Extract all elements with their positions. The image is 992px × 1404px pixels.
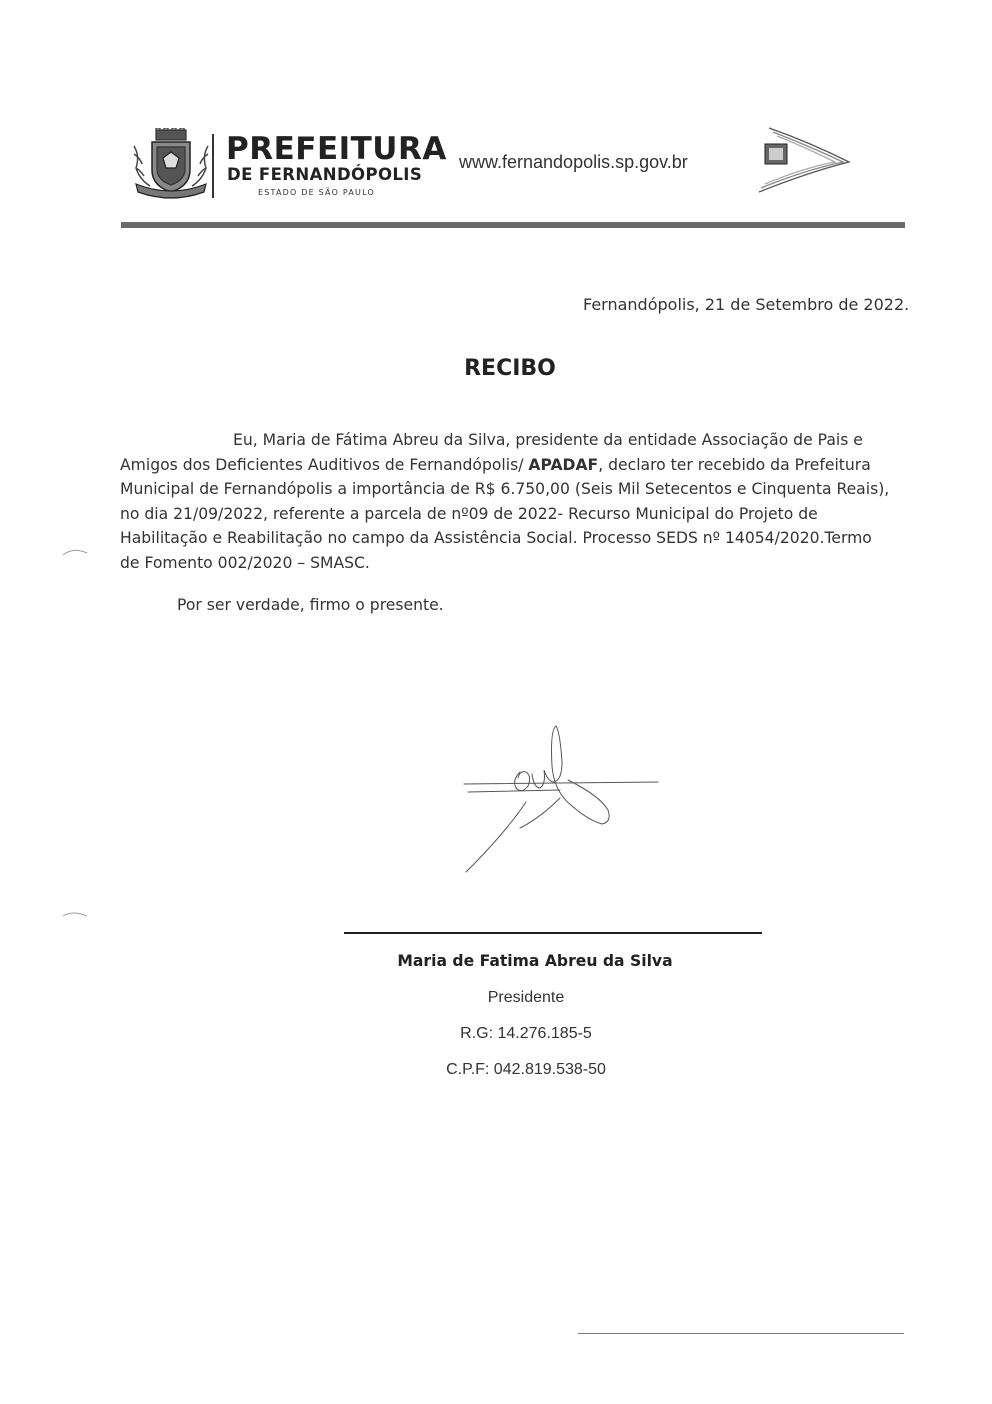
pennant-logo-icon bbox=[747, 124, 851, 196]
document-title: RECIBO bbox=[464, 356, 556, 381]
signature-line bbox=[344, 932, 762, 934]
signer-cpf: C.P.F: 042.819.538-50 bbox=[446, 1061, 606, 1078]
signer-name: Maria de Fatima Abreu da Silva bbox=[397, 952, 673, 970]
org-subtitle: DE FERNANDÓPOLIS bbox=[227, 165, 423, 184]
body-line: Amigos dos Deficientes Auditivos de Fernandópolis/ APADAF, declaro ter recebido da Prefeitura bbox=[120, 455, 871, 474]
body-line: de Fomento 002/2020 – SMASC. bbox=[120, 553, 370, 572]
handwritten-signature bbox=[440, 712, 680, 882]
signer-role: Presidente bbox=[487, 989, 565, 1006]
body-line: Eu, Maria de Fátima Abreu da Silva, presidente da entidade Associação de Pais e bbox=[233, 431, 863, 449]
coat-of-arms-icon bbox=[130, 128, 212, 200]
signer-rg: R.G: 14.276.185-5 bbox=[460, 1025, 592, 1042]
closing-statement: Por ser verdade, firmo o presente. bbox=[177, 596, 444, 614]
body-line: no dia 21/09/2022, referente a parcela de nº09 de 2022- Recurso Municipal do Projeto de bbox=[120, 504, 818, 523]
receipt-body bbox=[120, 428, 920, 575]
scan-mark bbox=[62, 910, 88, 918]
body-line: Habilitação e Reabilitação no campo da Assistência Social. Processo SEDS nº 14054/2020.Termo bbox=[120, 529, 872, 547]
org-name: PREFEITURA bbox=[226, 131, 447, 167]
scan-mark bbox=[62, 548, 88, 556]
date-line: Fernandópolis, 21 de Setembro de 2022. bbox=[583, 295, 910, 314]
body-line: Municipal de Fernandópolis a importância de R$ 6.750,00 (Seis Mil Setecentos e Cinquenta Reais), bbox=[120, 480, 890, 498]
footer-rule bbox=[578, 1333, 904, 1334]
org-state: ESTADO DE SÃO PAULO bbox=[258, 188, 375, 197]
header-rule bbox=[121, 222, 905, 228]
header-divider bbox=[212, 134, 214, 198]
entity-acronym: APADAF bbox=[528, 455, 599, 474]
website-link[interactable]: www.fernandopolis.sp.gov.br bbox=[459, 152, 688, 172]
